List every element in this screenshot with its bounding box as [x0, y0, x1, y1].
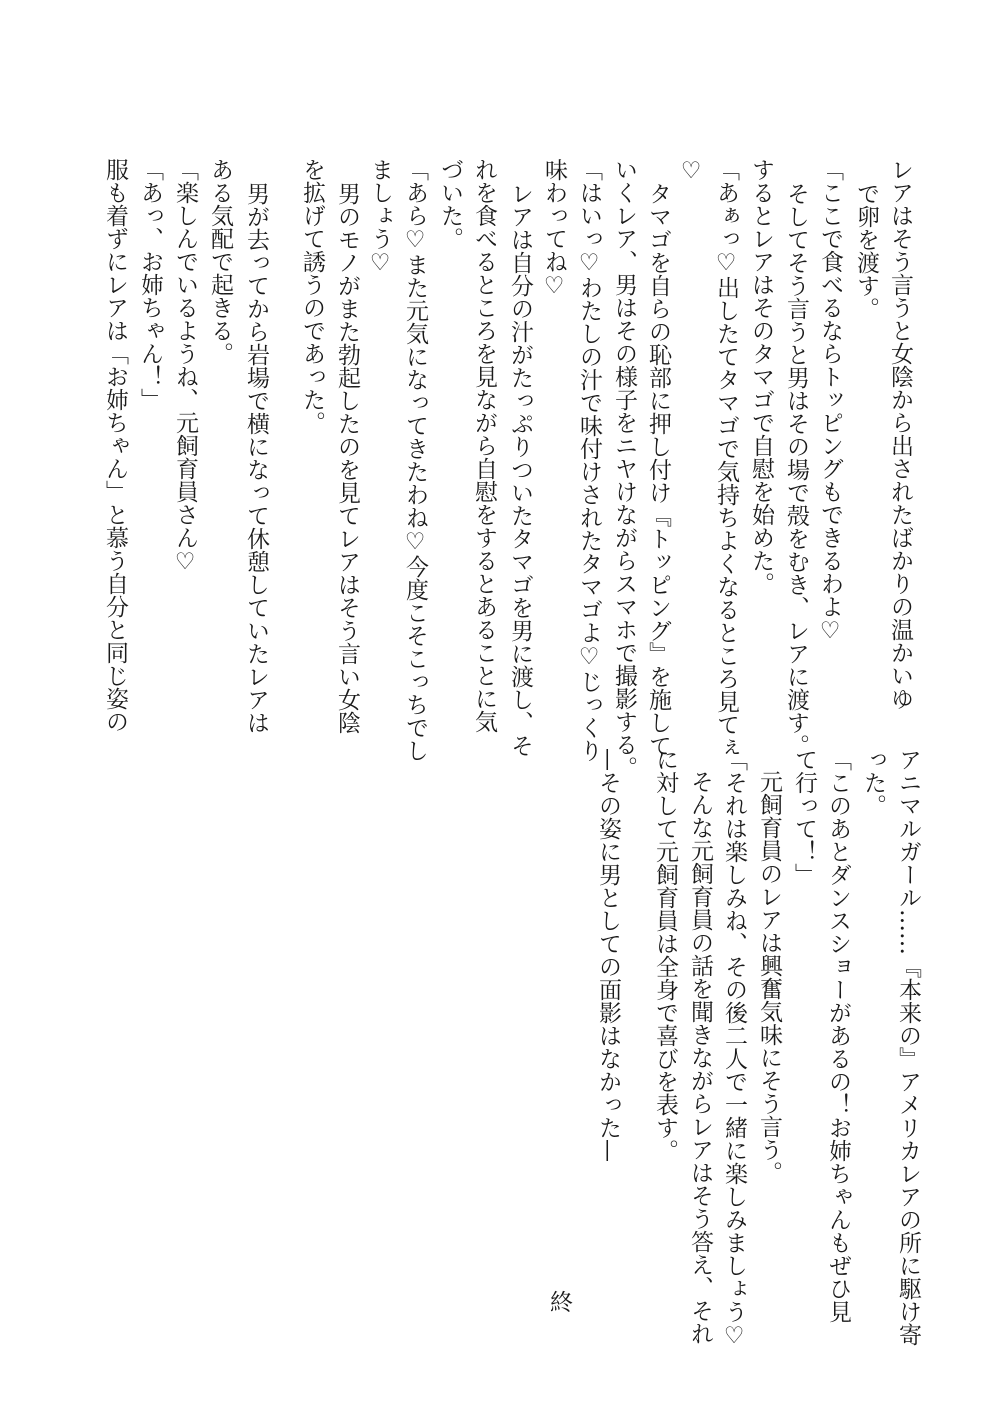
top-line-16: ましょう♡ [367, 158, 393, 276]
top-line-23: 服も着ずにレアは「お姉ちゃん」と慕う自分と同じ姿の [102, 158, 128, 733]
top-line-1: レアはそう言うと女陰から出されたばかりの温かいゆ [887, 158, 913, 710]
top-line-19: 男が去ってから岩場で横になって休憩していたレアは [243, 182, 269, 734]
top-line-17: 男のモノがまた勃起したのを見てレアはそう言い女陰 [334, 182, 360, 734]
top-line-21: 「楽しんでいるようね、元飼育員さん♡ [172, 158, 198, 575]
top-line-8: タマゴを自らの恥部に押し付け『トッピング』を施して [645, 182, 671, 757]
bottom-line-9: —その姿に男としての面影はなかった— [595, 748, 621, 1162]
top-line-9: いくレア、男はその様子をニヤけながらスマホで撮影する。 [611, 158, 637, 779]
top-line-12: レアは自分の汁がたっぷりついたタマゴを男に渡し、そ [507, 182, 533, 757]
top-line-18: を拡げて誘うのであった。 [299, 158, 325, 434]
bottom-line-8: に対して元飼育員は全身で喜びを表す。 [652, 748, 678, 1162]
top-line-10: 「はいっ♡わたしの汁で味付けされたタマゴよ♡じっくり [576, 158, 602, 762]
bottom-line-3: 「このあとダンスショーがあるの！お姉ちゃんもぜひ見 [825, 748, 851, 1323]
top-line-4: そしてそう言うと男はその場で殻をむき、レアに渡す。 [783, 182, 809, 757]
top-line-6: 「あぁっ♡出したてタマゴで気持ちよくなるところ見てぇ [713, 158, 739, 759]
bottom-line-1: アニマルガール……『本来の』アメリカレアの所に駆け寄 [895, 748, 921, 1346]
top-line-13: れを食べるところを見ながら自慰をするとあることに気 [471, 158, 497, 733]
top-line-14: づいた。 [437, 158, 463, 250]
bottom-line-6: 「それは楽しみね、その後二人で一緒に楽しみましょう♡ [721, 748, 747, 1349]
top-line-20: ある気配で起きる。 [207, 158, 233, 365]
top-line-5: するとレアはそのタマゴで自慰を始めた。 [748, 158, 774, 595]
top-line-7: ♡ [678, 158, 704, 184]
top-line-3: 「ここで食べるならトッピングもできるわよ♡ [817, 158, 843, 644]
bottom-line-4: て行って！」 [791, 748, 817, 886]
bottom-line-2: った。 [860, 748, 886, 817]
bottom-line-5: 元飼育員のレアは興奮気味にそう言う。 [756, 770, 782, 1184]
end-mark: 終 [546, 1290, 572, 1313]
bottom-line-7: そんな元飼育員の話を聞きながらレアはそう答え、それ [687, 770, 713, 1345]
top-line-15: 「あら♡また元気になってきたわね♡今度こそこっちでし [402, 158, 428, 762]
top-line-11: 味わってね♡ [541, 158, 567, 299]
top-line-22: 「あっ、お姉ちゃん！」 [137, 158, 163, 411]
top-line-2: で卵を渡す。 [853, 182, 879, 320]
